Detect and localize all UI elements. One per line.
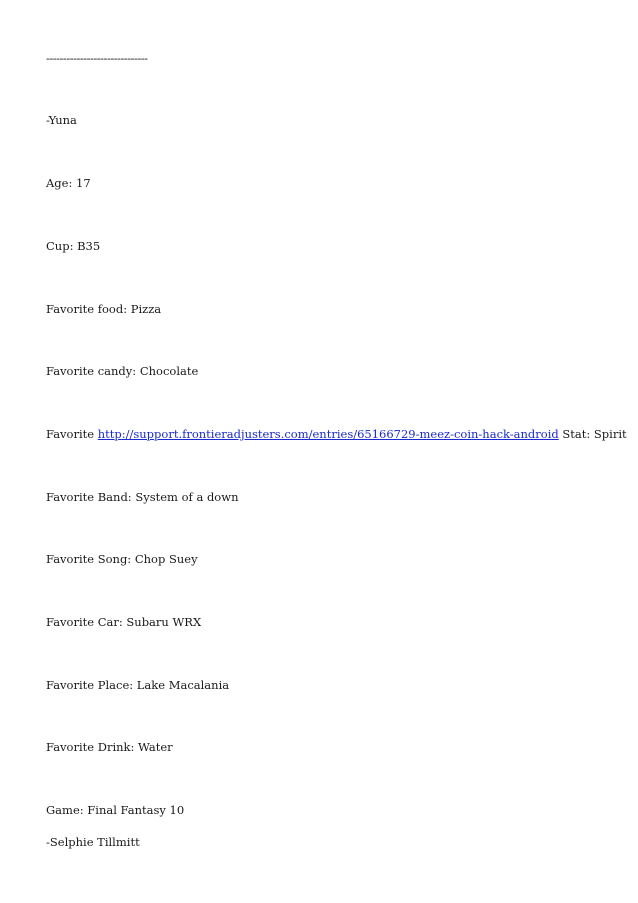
age-line: Age: 17: [46, 176, 91, 190]
favorite-band-line: Favorite Band: System of a down: [46, 490, 239, 504]
favorite-candy-line: Favorite candy: Chocolate: [46, 364, 199, 378]
character-name: -Yuna: [46, 113, 77, 127]
favorite-place-line: Favorite Place: Lake Macalania: [46, 678, 230, 692]
next-character-name: -Selphie Tillmitt: [46, 835, 140, 849]
game-line: Game: Final Fantasy 10: [46, 803, 185, 817]
favorite-food-line: Favorite food: Pizza: [46, 302, 162, 316]
divider-line: ------------------------------: [46, 51, 148, 65]
favorite-car-line: Favorite Car: Subaru WRX: [46, 615, 202, 629]
cup-line: Cup: B35: [46, 239, 101, 253]
favorite-stat-prefix: Favorite: [46, 427, 95, 441]
favorite-drink-line: Favorite Drink: Water: [46, 740, 173, 754]
favorite-stat-suffix: Stat: Spirit: [562, 427, 627, 441]
favorite-stat-line: [46, 427, 627, 441]
spam-link[interactable]: http://support.frontieradjusters.com/entries/65166729-meez-coin-hack-android: [97, 427, 559, 441]
favorite-song-line: Favorite Song: Chop Suey: [46, 552, 198, 566]
